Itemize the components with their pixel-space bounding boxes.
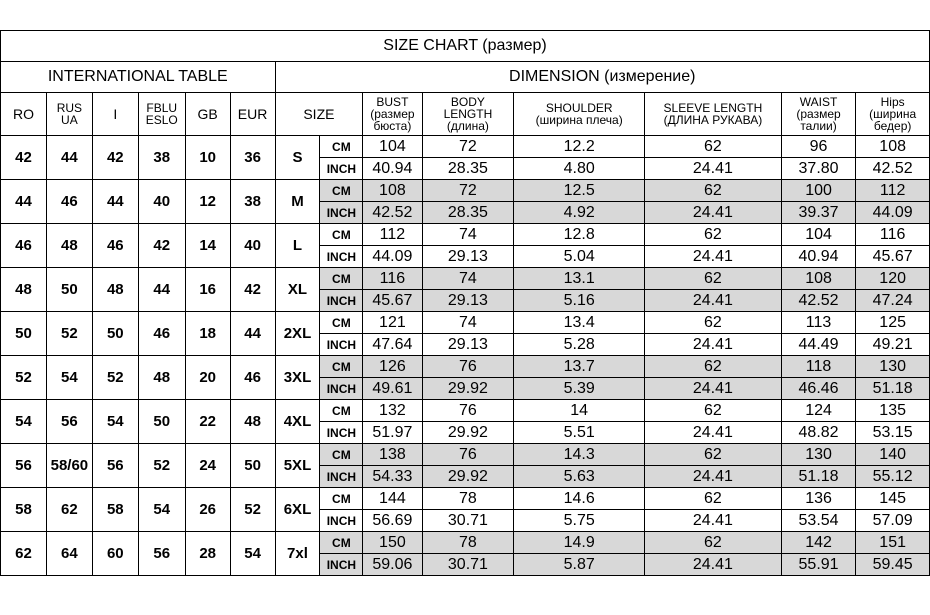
intl-header-2: I — [92, 93, 138, 136]
unit-label-inch: INCH — [320, 422, 363, 444]
intl-header-1: RUS UA — [46, 93, 92, 136]
intl-size-cell: 16 — [185, 268, 230, 312]
measurement-inch-cell: 5.87 — [514, 554, 645, 576]
table-row-cm — [1, 312, 930, 334]
table-row-cm — [1, 444, 930, 466]
measurement-cm-cell: 76 — [422, 444, 514, 466]
intl-size-cell: 14 — [185, 224, 230, 268]
table-row-cm — [1, 136, 930, 158]
measurement-cm-cell: 116 — [363, 268, 422, 290]
size-label: XL — [275, 268, 320, 312]
measurement-inch-cell: 24.41 — [645, 246, 782, 268]
size-label: 3XL — [275, 356, 320, 400]
table-row-cm — [1, 268, 930, 290]
measurement-cm-cell: 14 — [514, 400, 645, 422]
unit-label-inch: INCH — [320, 466, 363, 488]
measurement-inch-cell: 39.37 — [781, 202, 856, 224]
measurement-cm-cell: 14.6 — [514, 488, 645, 510]
unit-label-inch: INCH — [320, 246, 363, 268]
intl-size-cell: 52 — [92, 356, 138, 400]
intl-size-cell: 50 — [138, 400, 185, 444]
measurement-cm-cell: 62 — [645, 312, 782, 334]
measurement-cm-cell: 76 — [422, 356, 514, 378]
intl-size-cell: 58 — [92, 488, 138, 532]
unit-label-cm: CM — [320, 356, 363, 378]
measurement-inch-cell: 55.91 — [781, 554, 856, 576]
measurement-cm-cell: 142 — [781, 532, 856, 554]
intl-size-cell: 50 — [92, 312, 138, 356]
size-label: 5XL — [275, 444, 320, 488]
size-header: SIZE — [275, 93, 363, 136]
measurement-inch-cell: 40.94 — [363, 158, 422, 180]
measurement-inch-cell: 30.71 — [422, 510, 514, 532]
unit-label-cm: CM — [320, 268, 363, 290]
measurement-cm-cell: 145 — [856, 488, 930, 510]
measurement-inch-cell: 37.80 — [781, 158, 856, 180]
intl-size-cell: 48 — [230, 400, 275, 444]
intl-header-5: EUR — [230, 93, 275, 136]
size-label: M — [275, 180, 320, 224]
measurement-cm-cell: 113 — [781, 312, 856, 334]
intl-size-cell: 44 — [1, 180, 47, 224]
measurement-cm-cell: 125 — [856, 312, 930, 334]
size-label: 4XL — [275, 400, 320, 444]
size-label: 7xl — [275, 532, 320, 576]
measurement-cm-cell: 74 — [422, 268, 514, 290]
measurement-inch-cell: 29.13 — [422, 334, 514, 356]
measurement-cm-cell: 126 — [363, 356, 422, 378]
table-row-cm — [1, 356, 930, 378]
measurement-cm-cell: 108 — [856, 136, 930, 158]
size-label: 6XL — [275, 488, 320, 532]
size-chart — [0, 30, 930, 576]
measurement-inch-cell: 5.51 — [514, 422, 645, 444]
intl-size-cell: 54 — [92, 400, 138, 444]
intl-size-cell: 56 — [92, 444, 138, 488]
intl-size-cell: 52 — [46, 312, 92, 356]
intl-size-cell: 48 — [138, 356, 185, 400]
measurement-inch-cell: 5.75 — [514, 510, 645, 532]
measurement-cm-cell: 62 — [645, 180, 782, 202]
intl-size-cell: 46 — [1, 224, 47, 268]
intl-size-cell: 56 — [46, 400, 92, 444]
intl-size-cell: 28 — [185, 532, 230, 576]
unit-label-inch: INCH — [320, 158, 363, 180]
measurement-inch-cell: 29.13 — [422, 246, 514, 268]
measurement-inch-cell: 49.21 — [856, 334, 930, 356]
measurement-inch-cell: 29.92 — [422, 422, 514, 444]
intl-size-cell: 46 — [46, 180, 92, 224]
intl-size-cell: 52 — [1, 356, 47, 400]
measurement-cm-cell: 72 — [422, 136, 514, 158]
intl-size-cell: 50 — [1, 312, 47, 356]
unit-label-cm: CM — [320, 136, 363, 158]
measurement-inch-cell: 45.67 — [856, 246, 930, 268]
measurement-cm-cell: 62 — [645, 356, 782, 378]
dimension-header-4: WAIST (размер талии) — [781, 93, 856, 136]
intl-size-cell: 24 — [185, 444, 230, 488]
measurement-inch-cell: 5.04 — [514, 246, 645, 268]
measurement-inch-cell: 5.39 — [514, 378, 645, 400]
measurement-cm-cell: 62 — [645, 136, 782, 158]
measurement-cm-cell: 108 — [781, 268, 856, 290]
unit-label-cm: CM — [320, 488, 363, 510]
measurement-inch-cell: 4.92 — [514, 202, 645, 224]
measurement-inch-cell: 48.82 — [781, 422, 856, 444]
measurement-cm-cell: 132 — [363, 400, 422, 422]
measurement-inch-cell: 24.41 — [645, 290, 782, 312]
measurement-inch-cell: 29.13 — [422, 290, 514, 312]
intl-size-cell: 18 — [185, 312, 230, 356]
size-chart-table — [0, 30, 930, 576]
intl-size-cell: 36 — [230, 136, 275, 180]
dimension-header-2: SHOULDER (ширина плеча) — [514, 93, 645, 136]
measurement-cm-cell: 112 — [363, 224, 422, 246]
measurement-cm-cell: 13.7 — [514, 356, 645, 378]
intl-size-cell: 42 — [1, 136, 47, 180]
measurement-cm-cell: 74 — [422, 224, 514, 246]
measurement-cm-cell: 112 — [856, 180, 930, 202]
measurement-inch-cell: 42.52 — [856, 158, 930, 180]
size-label: L — [275, 224, 320, 268]
measurement-cm-cell: 13.4 — [514, 312, 645, 334]
intl-size-cell: 42 — [138, 224, 185, 268]
measurement-cm-cell: 130 — [856, 356, 930, 378]
measurement-cm-cell: 120 — [856, 268, 930, 290]
measurement-cm-cell: 150 — [363, 532, 422, 554]
measurement-inch-cell: 54.33 — [363, 466, 422, 488]
measurement-inch-cell: 56.69 — [363, 510, 422, 532]
measurement-inch-cell: 24.41 — [645, 334, 782, 356]
measurement-inch-cell: 24.41 — [645, 510, 782, 532]
measurement-inch-cell: 40.94 — [781, 246, 856, 268]
measurement-inch-cell: 28.35 — [422, 158, 514, 180]
measurement-cm-cell: 78 — [422, 488, 514, 510]
measurement-cm-cell: 62 — [645, 224, 782, 246]
measurement-inch-cell: 42.52 — [781, 290, 856, 312]
intl-size-cell: 58 — [1, 488, 47, 532]
intl-size-cell: 48 — [1, 268, 47, 312]
intl-size-cell: 44 — [92, 180, 138, 224]
intl-size-cell: 60 — [92, 532, 138, 576]
measurement-inch-cell: 59.06 — [363, 554, 422, 576]
table-row-cm — [1, 532, 930, 554]
unit-label-inch: INCH — [320, 554, 363, 576]
measurement-inch-cell: 57.09 — [856, 510, 930, 532]
dimension-header-0: BUST (размер бюста) — [363, 93, 422, 136]
intl-size-cell: 40 — [138, 180, 185, 224]
measurement-inch-cell: 24.41 — [645, 158, 782, 180]
measurement-cm-cell: 121 — [363, 312, 422, 334]
measurement-cm-cell: 104 — [781, 224, 856, 246]
unit-label-cm: CM — [320, 180, 363, 202]
measurement-inch-cell: 46.46 — [781, 378, 856, 400]
intl-size-cell: 12 — [185, 180, 230, 224]
measurement-cm-cell: 72 — [422, 180, 514, 202]
unit-label-cm: CM — [320, 312, 363, 334]
intl-size-cell: 46 — [92, 224, 138, 268]
measurement-cm-cell: 130 — [781, 444, 856, 466]
measurement-cm-cell: 62 — [645, 268, 782, 290]
measurement-inch-cell: 44.09 — [363, 246, 422, 268]
intl-size-cell: 54 — [1, 400, 47, 444]
measurement-inch-cell: 5.16 — [514, 290, 645, 312]
measurement-cm-cell: 138 — [363, 444, 422, 466]
measurement-cm-cell: 96 — [781, 136, 856, 158]
unit-label-cm: CM — [320, 400, 363, 422]
international-table-title: INTERNATIONAL TABLE — [1, 62, 276, 93]
dimension-header-1: BODY LENGTH (длина) — [422, 93, 514, 136]
intl-size-cell: 20 — [185, 356, 230, 400]
unit-label-inch: INCH — [320, 290, 363, 312]
measurement-cm-cell: 78 — [422, 532, 514, 554]
measurement-cm-cell: 140 — [856, 444, 930, 466]
measurement-cm-cell: 12.5 — [514, 180, 645, 202]
measurement-inch-cell: 4.80 — [514, 158, 645, 180]
measurement-inch-cell: 42.52 — [363, 202, 422, 224]
measurement-inch-cell: 29.92 — [422, 378, 514, 400]
intl-header-4: GB — [185, 93, 230, 136]
measurement-cm-cell: 118 — [781, 356, 856, 378]
measurement-inch-cell: 24.41 — [645, 202, 782, 224]
measurement-cm-cell: 14.9 — [514, 532, 645, 554]
intl-size-cell: 44 — [138, 268, 185, 312]
measurement-inch-cell: 51.18 — [856, 378, 930, 400]
intl-size-cell: 56 — [138, 532, 185, 576]
measurement-inch-cell: 24.41 — [645, 378, 782, 400]
intl-size-cell: 22 — [185, 400, 230, 444]
measurement-inch-cell: 5.63 — [514, 466, 645, 488]
measurement-cm-cell: 62 — [645, 444, 782, 466]
dimension-title: DIMENSION (измерение) — [275, 62, 929, 93]
intl-size-cell: 56 — [1, 444, 47, 488]
measurement-cm-cell: 14.3 — [514, 444, 645, 466]
intl-size-cell: 48 — [92, 268, 138, 312]
measurement-inch-cell: 49.61 — [363, 378, 422, 400]
unit-label-inch: INCH — [320, 202, 363, 224]
measurement-inch-cell: 55.12 — [856, 466, 930, 488]
unit-label-inch: INCH — [320, 378, 363, 400]
intl-header-3: FBLU ESLO — [138, 93, 185, 136]
intl-size-cell: 58/60 — [46, 444, 92, 488]
measurement-cm-cell: 62 — [645, 400, 782, 422]
table-row-cm — [1, 224, 930, 246]
measurement-inch-cell: 51.18 — [781, 466, 856, 488]
measurement-inch-cell: 5.28 — [514, 334, 645, 356]
intl-size-cell: 50 — [230, 444, 275, 488]
intl-size-cell: 52 — [230, 488, 275, 532]
measurement-inch-cell: 30.71 — [422, 554, 514, 576]
table-row-cm — [1, 400, 930, 422]
intl-size-cell: 50 — [46, 268, 92, 312]
measurement-inch-cell: 59.45 — [856, 554, 930, 576]
measurement-inch-cell: 53.54 — [781, 510, 856, 532]
measurement-inch-cell: 53.15 — [856, 422, 930, 444]
size-label: 2XL — [275, 312, 320, 356]
measurement-inch-cell: 47.64 — [363, 334, 422, 356]
measurement-inch-cell: 29.92 — [422, 466, 514, 488]
intl-size-cell: 42 — [92, 136, 138, 180]
measurement-cm-cell: 108 — [363, 180, 422, 202]
measurement-cm-cell: 74 — [422, 312, 514, 334]
measurement-cm-cell: 62 — [645, 532, 782, 554]
measurement-cm-cell: 76 — [422, 400, 514, 422]
table-row-cm — [1, 180, 930, 202]
measurement-cm-cell: 12.2 — [514, 136, 645, 158]
intl-size-cell: 62 — [1, 532, 47, 576]
unit-label-inch: INCH — [320, 334, 363, 356]
measurement-cm-cell: 104 — [363, 136, 422, 158]
intl-size-cell: 52 — [138, 444, 185, 488]
intl-size-cell: 10 — [185, 136, 230, 180]
measurement-inch-cell: 24.41 — [645, 554, 782, 576]
measurement-cm-cell: 136 — [781, 488, 856, 510]
intl-size-cell: 26 — [185, 488, 230, 532]
measurement-cm-cell: 62 — [645, 488, 782, 510]
intl-size-cell: 46 — [138, 312, 185, 356]
intl-size-cell: 54 — [46, 356, 92, 400]
intl-size-cell: 44 — [46, 136, 92, 180]
measurement-inch-cell: 45.67 — [363, 290, 422, 312]
size-label: S — [275, 136, 320, 180]
measurement-inch-cell: 24.41 — [645, 422, 782, 444]
measurement-inch-cell: 47.24 — [856, 290, 930, 312]
intl-size-cell: 48 — [46, 224, 92, 268]
measurement-cm-cell: 100 — [781, 180, 856, 202]
intl-size-cell: 38 — [230, 180, 275, 224]
intl-size-cell: 54 — [138, 488, 185, 532]
intl-header-0: RO — [1, 93, 47, 136]
measurement-cm-cell: 135 — [856, 400, 930, 422]
intl-size-cell: 42 — [230, 268, 275, 312]
measurement-cm-cell: 12.8 — [514, 224, 645, 246]
measurement-inch-cell: 51.97 — [363, 422, 422, 444]
chart-title: SIZE CHART (размер) — [1, 31, 930, 62]
measurement-inch-cell: 44.09 — [856, 202, 930, 224]
unit-label-cm: CM — [320, 444, 363, 466]
measurement-cm-cell: 144 — [363, 488, 422, 510]
table-row-cm — [1, 488, 930, 510]
intl-size-cell: 62 — [46, 488, 92, 532]
unit-label-cm: CM — [320, 224, 363, 246]
dimension-header-3: SLEEVE LENGTH (ДЛИНА РУКАВА) — [645, 93, 782, 136]
dimension-header-5: Hips (ширина бедер) — [856, 93, 930, 136]
intl-size-cell: 40 — [230, 224, 275, 268]
intl-size-cell: 54 — [230, 532, 275, 576]
measurement-cm-cell: 124 — [781, 400, 856, 422]
measurement-cm-cell: 151 — [856, 532, 930, 554]
intl-size-cell: 44 — [230, 312, 275, 356]
intl-size-cell: 64 — [46, 532, 92, 576]
intl-size-cell: 38 — [138, 136, 185, 180]
unit-label-cm: CM — [320, 532, 363, 554]
column-header-row — [1, 93, 930, 136]
measurement-cm-cell: 13.1 — [514, 268, 645, 290]
unit-label-inch: INCH — [320, 510, 363, 532]
intl-size-cell: 46 — [230, 356, 275, 400]
measurement-inch-cell: 28.35 — [422, 202, 514, 224]
measurement-inch-cell: 24.41 — [645, 466, 782, 488]
measurement-cm-cell: 116 — [856, 224, 930, 246]
measurement-inch-cell: 44.49 — [781, 334, 856, 356]
